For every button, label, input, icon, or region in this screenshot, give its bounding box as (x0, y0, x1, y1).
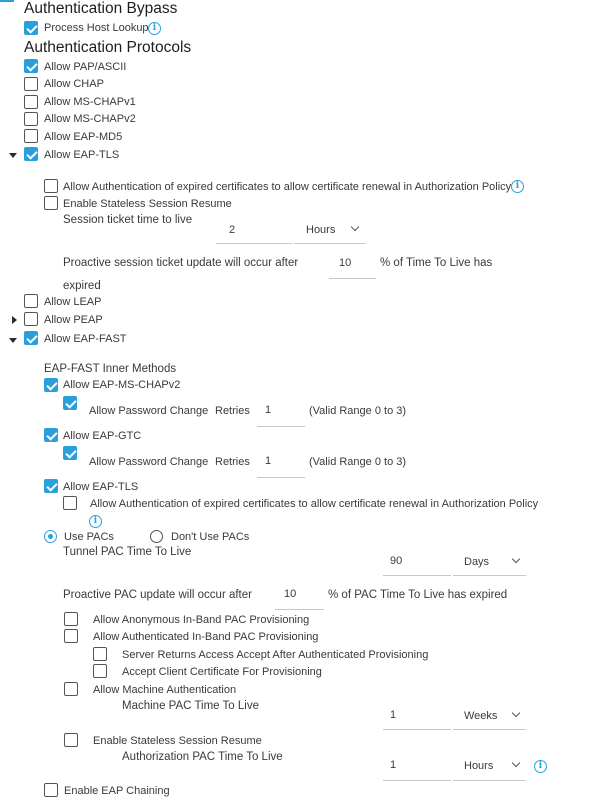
caret-down-icon[interactable] (9, 338, 17, 343)
allow-peap-checkbox[interactable] (24, 312, 38, 326)
gtc-valid-range: (Valid Range 0 to 3) (309, 456, 407, 468)
anon-inband-pac-label: Allow Anonymous In-Band PAC Provisioning (93, 614, 310, 626)
eap-fast-mschapv2-label: Allow EAP-MS-CHAPv2 (63, 379, 181, 391)
allow-pap-checkbox[interactable] (24, 59, 38, 73)
eap-fast-stateless-resume-label: Enable Stateless Session Resume (93, 735, 262, 747)
allow-eap-md5-label: Allow EAP-MD5 (44, 131, 123, 143)
allow-eap-fast-checkbox[interactable] (24, 331, 38, 345)
info-icon[interactable]: i (534, 760, 547, 773)
allow-eap-fast-label: Allow EAP-FAST (44, 333, 127, 345)
eap-fast-tls-expired-certs-checkbox[interactable] (63, 496, 77, 510)
allow-eap-md5-checkbox[interactable] (24, 129, 38, 143)
mschapv2-retries-input[interactable]: 1 (257, 403, 305, 427)
session-ticket-ttl-unit-value: Hours (306, 224, 336, 236)
allow-chap-label: Allow CHAP (44, 78, 104, 90)
machine-auth-label: Allow Machine Authentication (93, 684, 237, 696)
eap-fast-gtc-label: Allow EAP-GTC (63, 430, 142, 442)
allow-mschapv2-label: Allow MS-CHAPv2 (44, 113, 136, 125)
authentication-protocols-title: Authentication Protocols (24, 39, 192, 56)
accept-client-cert-label: Accept Client Certificate For Provisioning (122, 666, 322, 678)
mschapv2-password-change-label: Allow Password Change (89, 405, 209, 417)
caret-right-icon[interactable] (12, 316, 17, 324)
anon-inband-pac-checkbox[interactable] (64, 612, 78, 626)
allow-leap-label: Allow LEAP (44, 296, 102, 308)
authz-pac-ttl-unit-value: Hours (464, 760, 494, 772)
authentication-bypass-title: Authentication Bypass (24, 0, 178, 17)
enable-eap-chaining-checkbox[interactable] (44, 783, 58, 797)
machine-pac-ttl-unit-value: Weeks (464, 710, 498, 722)
eap-tls-stateless-resume-label: Enable Stateless Session Resume (63, 198, 232, 210)
gtc-retries-label: Retries (215, 456, 250, 468)
server-returns-accept-checkbox[interactable] (93, 647, 107, 661)
process-host-lookup-checkbox[interactable] (24, 21, 38, 35)
eap-fast-tls-expired-certs-label: Allow Authentication of expired certificates to allow certificate renewal in Authorization Policy (90, 498, 539, 510)
proactive-ticket-update-expired: expired (63, 280, 101, 292)
session-ticket-ttl-unit-select[interactable] (294, 222, 366, 244)
tunnel-pac-ttl-input[interactable]: 90 (383, 554, 451, 576)
tunnel-pac-ttl-unit-select[interactable] (453, 554, 526, 576)
gtc-password-change-label: Allow Password Change (89, 456, 209, 468)
auth-inband-pac-checkbox[interactable] (64, 629, 78, 643)
proactive-pac-update-label: Proactive PAC update will occur after (63, 589, 252, 601)
eap-fast-tls-checkbox[interactable] (44, 479, 58, 493)
chevron-down-icon (512, 555, 520, 563)
authz-pac-ttl-label: Authorization PAC Time To Live (122, 751, 283, 763)
allow-eap-tls-label: Allow EAP-TLS (44, 149, 120, 161)
allow-chap-checkbox[interactable] (24, 77, 38, 91)
eap-fast-tls-label: Allow EAP-TLS (63, 481, 139, 493)
info-icon[interactable]: i (89, 515, 102, 528)
allow-leap-checkbox[interactable] (24, 294, 38, 308)
caret-down-icon[interactable] (9, 153, 17, 158)
chevron-down-icon (351, 223, 359, 231)
eap-tls-stateless-resume-checkbox[interactable] (44, 196, 58, 210)
mschapv2-valid-range: (Valid Range 0 to 3) (309, 405, 407, 417)
session-ticket-ttl-input[interactable]: 2 (216, 222, 292, 244)
proactive-ticket-update-label: Proactive session ticket update will occur after (63, 257, 299, 269)
server-returns-accept-label: Server Returns Access Accept After Authenticated Provisioning (122, 649, 429, 661)
mschapv2-password-change-checkbox[interactable] (63, 396, 77, 410)
accept-client-cert-checkbox[interactable] (93, 664, 107, 678)
eap-tls-expired-certs-label: Allow Authentication of expired certificates to allow certificate renewal in Authorization Policy (63, 181, 512, 193)
dont-use-pacs-radio[interactable] (150, 530, 163, 543)
proactive-pac-update-input[interactable]: 10 (275, 587, 324, 610)
allow-mschapv1-label: Allow MS-CHAPv1 (44, 96, 136, 108)
eap-fast-stateless-resume-checkbox[interactable] (64, 733, 78, 747)
proactive-ticket-update-suffix: % of Time To Live has (380, 257, 493, 269)
eap-fast-mschapv2-checkbox[interactable] (44, 378, 58, 392)
tunnel-pac-ttl-label: Tunnel PAC Time To Live (63, 546, 192, 558)
enable-eap-chaining-label: Enable EAP Chaining (64, 785, 170, 797)
tunnel-pac-ttl-unit-value: Days (464, 556, 490, 568)
gtc-password-change-checkbox[interactable] (63, 446, 77, 460)
auth-inband-pac-label: Allow Authenticated In-Band PAC Provisioning (93, 631, 319, 643)
mschapv2-retries-label: Retries (215, 405, 250, 417)
process-host-lookup-label: Process Host Lookup (44, 22, 149, 34)
eap-fast-inner-methods-title: EAP-FAST Inner Methods (44, 363, 177, 375)
machine-auth-checkbox[interactable] (64, 682, 78, 696)
machine-pac-ttl-label: Machine PAC Time To Live (122, 700, 259, 712)
dont-use-pacs-label: Don't Use PACs (171, 531, 250, 543)
allow-mschapv1-checkbox[interactable] (24, 95, 38, 109)
proactive-pac-update-suffix: % of PAC Time To Live has expired (328, 589, 508, 601)
chevron-down-icon (512, 759, 520, 767)
proactive-ticket-update-input[interactable]: 10 (329, 256, 376, 279)
machine-pac-ttl-unit-select[interactable] (453, 708, 526, 730)
info-icon[interactable]: i (148, 22, 161, 35)
gtc-retries-input[interactable]: 1 (257, 454, 305, 478)
eap-fast-gtc-checkbox[interactable] (44, 428, 58, 442)
chevron-down-icon (512, 709, 520, 717)
eap-tls-expired-certs-checkbox[interactable] (44, 179, 58, 193)
info-icon[interactable]: i (511, 180, 524, 193)
authz-pac-ttl-unit-select[interactable] (453, 758, 526, 781)
authz-pac-ttl-input[interactable]: 1 (383, 758, 451, 781)
use-pacs-label: Use PACs (64, 531, 114, 543)
allow-mschapv2-checkbox[interactable] (24, 112, 38, 126)
use-pacs-radio[interactable] (44, 530, 57, 543)
allow-peap-label: Allow PEAP (44, 314, 103, 326)
session-ticket-ttl-label: Session ticket time to live (63, 214, 193, 226)
machine-pac-ttl-input[interactable]: 1 (383, 708, 451, 730)
allow-pap-label: Allow PAP/ASCII (44, 61, 127, 73)
allow-eap-tls-checkbox[interactable] (24, 147, 38, 161)
